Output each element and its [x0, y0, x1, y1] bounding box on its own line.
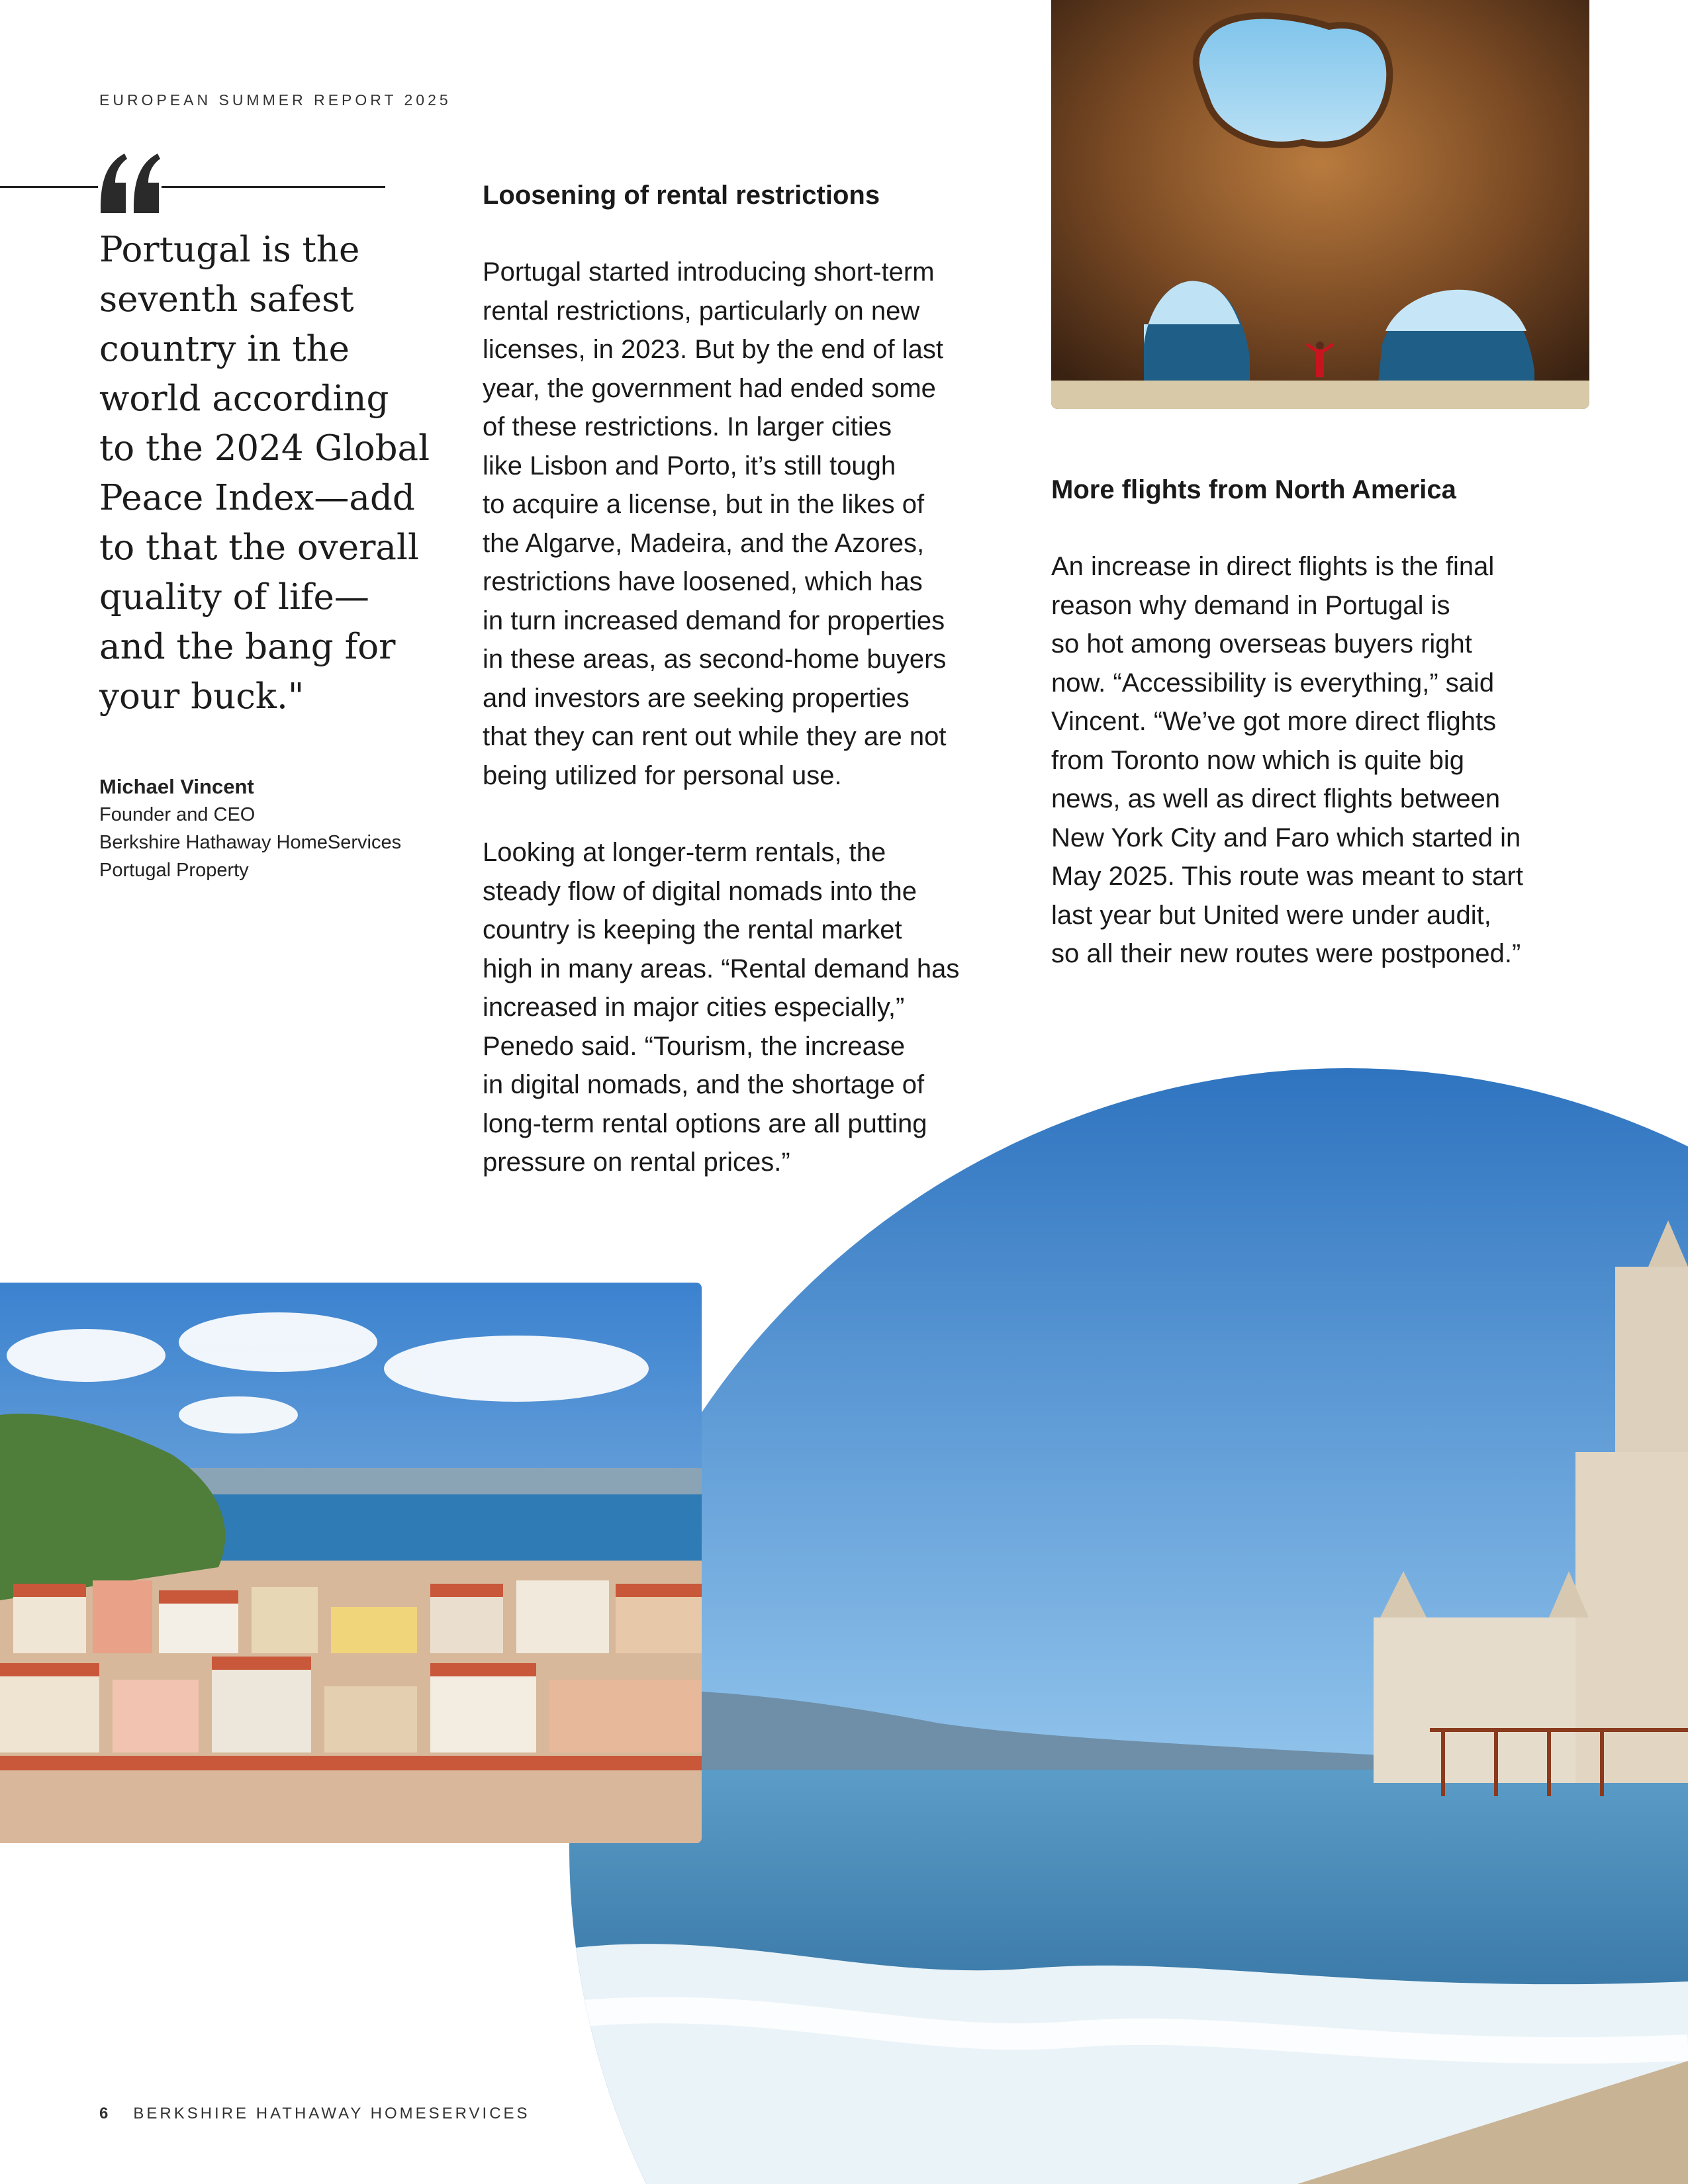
paragraph-rental-2: Looking at longer-term rentals, the steady flow of digital nomads into the country is keeping the rental market high in many areas. “Rental demand has increased in major cities especially,” Penedo said. “Tourism, the increase in digital nomads, and the shortage of long-term rental options are all putting pressure on rental prices.”	[483, 838, 960, 1177]
paragraph-rental-1: Portugal started introducing short-term rental restrictions, particularly on new licenses, in 2023. But by the end of last year, the government had ended some of these restrictions. In larger cities like Lisbon and Porto, it’s still tough to acquire a license, but in the likes of the Algarve, Madeira, and the Azores, restrictions have loosened, which has in turn increased demand for properties in these areas, as second-home buyers and investors are seeking properties that they can rent out while they are not being utilized for personal use.	[483, 257, 947, 790]
section-heading-rental: Loosening of rental restrictions	[483, 181, 880, 210]
pull-quote-text: Portugal is the seventh safest country in the world according to the 2024 Global Peace Index—add to that the overall quality of life—and the bang for your buck."	[99, 230, 430, 717]
attribution-company-line2: Portugal Property	[99, 860, 249, 881]
section-heading-flights: More flights from North America	[1051, 475, 1456, 504]
running-title: EUROPEAN SUMMER REPORT 2025	[99, 91, 451, 109]
paragraph-flights: An increase in direct flights is the final reason why demand in Portugal is so hot among overseas buyers right now. “Accessibility is everything,” said Vincent. “We’ve got more direct flights from Toronto now which is quite big news, as well as direct flights between New York City and Faro which started in May 2025. This route was meant to start last year but United were under audit, so all their new routes were postponed.”	[1051, 552, 1523, 968]
page-number: 6	[99, 2105, 109, 2122]
quote-attribution	[99, 773, 470, 884]
article-column-middle	[483, 176, 1012, 1182]
page-footer	[99, 2105, 530, 2123]
sea-cave-photo	[1051, 0, 1589, 409]
belem-tower-photo	[569, 1068, 1688, 2184]
attribution-company: Berkshire Hathaway HomeServices	[99, 832, 402, 853]
attribution-name: Michael Vincent	[99, 775, 254, 798]
quote-mark-icon	[98, 147, 162, 220]
attribution-title: Founder and CEO	[99, 804, 256, 825]
footer-brand: BERKSHIRE HATHAWAY HOMESERVICES	[133, 2105, 530, 2122]
quote-rule	[0, 186, 385, 188]
lisbon-cityscape-photo	[0, 1283, 702, 1843]
article-column-right	[1051, 471, 1601, 974]
